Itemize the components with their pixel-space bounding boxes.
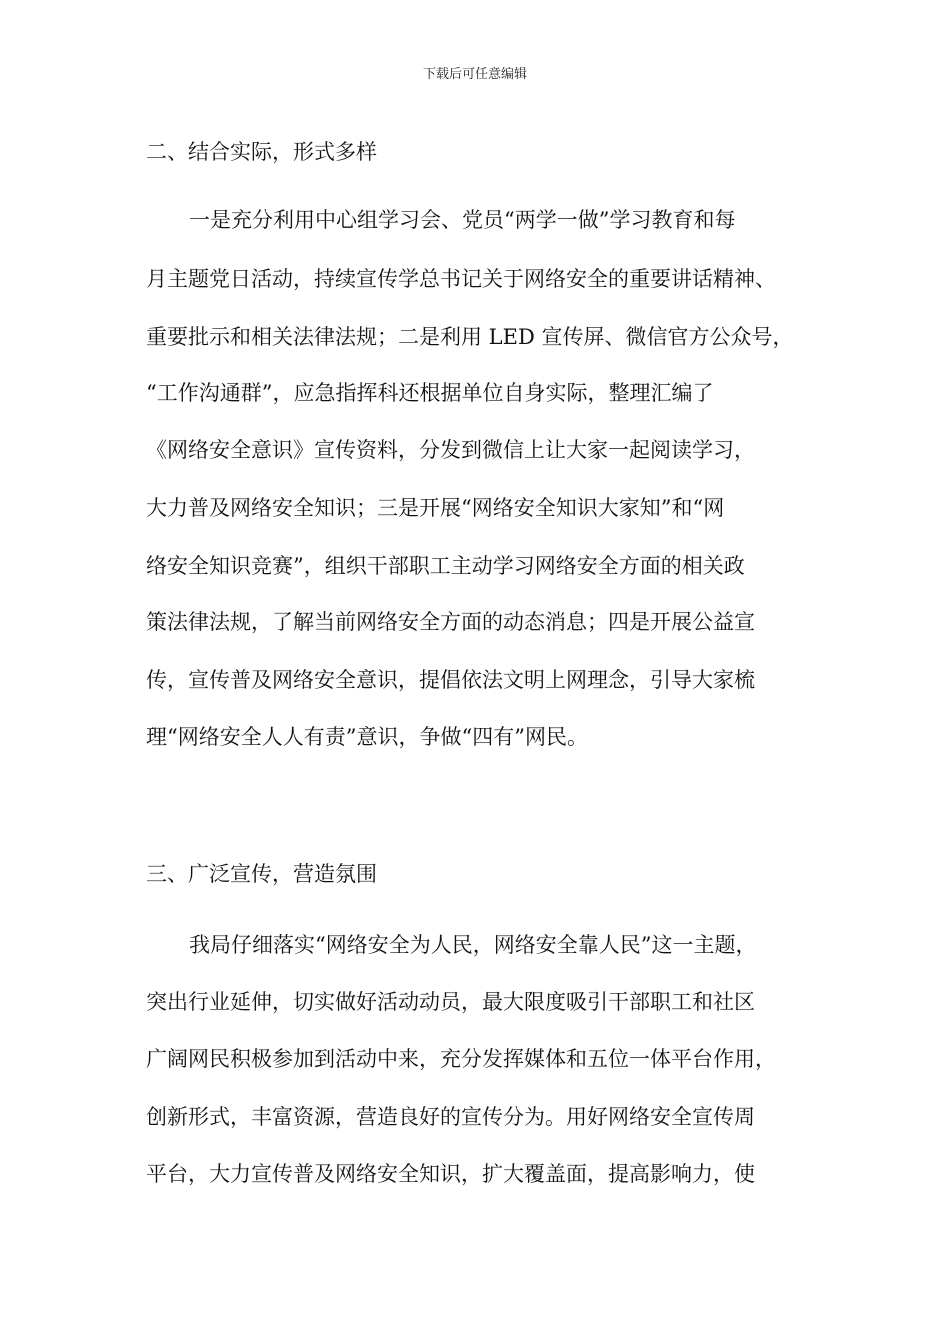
paragraph-line <box>0 986 950 1018</box>
heading-text: 二、结合实际，形式多样 <box>146 140 377 164</box>
paragraph-line <box>0 263 950 295</box>
line-text: 创新形式，丰富资源，营造良好的宣传分为。用好网络安全宣传周 <box>146 1105 755 1129</box>
paragraph-line <box>0 721 950 753</box>
paragraph-line <box>0 1101 950 1133</box>
paragraph-line <box>0 1043 950 1075</box>
section-heading-2 <box>0 136 950 168</box>
line-text: 大力普及网络安全知识；三是开展“网络安全知识大家知”和“网 <box>146 496 725 520</box>
line-text: 重要批示和相关法律法规；二是利用 LED 宣传屏、微信官方公众号， <box>146 325 794 349</box>
paragraph-line <box>0 1158 950 1190</box>
page-header: 下载后可任意编辑 <box>422 67 527 82</box>
line-text: 突出行业延伸，切实做好活动动员，最大限度吸引干部职工和社区 <box>146 990 755 1014</box>
paragraph-line <box>0 377 950 409</box>
paragraph-line <box>0 434 950 466</box>
paragraph-line <box>0 606 950 638</box>
line-text: 《网络安全意识》宣传资料，分发到微信上让大家一起阅读学习， <box>146 438 755 462</box>
line-text: 我局仔细落实“网络安全为人民，网络安全靠人民”这一主题， <box>189 933 757 957</box>
paragraph-line <box>0 550 950 582</box>
paragraph-line <box>0 492 950 524</box>
paragraph-line <box>0 929 950 961</box>
line-text: 平台，大力宣传普及网络安全知识，扩大覆盖面，提高影响力，使 <box>146 1162 755 1186</box>
heading-text: 三、广泛宣传，营造氛围 <box>146 862 377 886</box>
line-text: 络安全知识竞赛”，组织干部职工主动学习网络安全方面的相关政 <box>146 554 745 578</box>
paragraph-line <box>0 321 950 353</box>
line-text: 一是充分利用中心组学习会、党员“两学一做”学习教育和每 <box>189 208 736 232</box>
line-text: 月主题党日活动，持续宣传学总书记关于网络安全的重要讲话精神、 <box>146 267 776 291</box>
paragraph-line <box>0 204 950 236</box>
line-text: 策法律法规，了解当前网络安全方面的动态消息；四是开展公益宣 <box>146 610 755 634</box>
line-text: 广阔网民积极参加到活动中来，充分发挥媒体和五位一体平台作用， <box>146 1047 776 1071</box>
paragraph-line <box>0 664 950 696</box>
line-text: 传，宣传普及网络安全意识，提倡依法文明上网理念，引导大家梳 <box>146 668 755 692</box>
line-text: “工作沟通群”，应急指挥科还根据单位自身实际，整理汇编了 <box>146 381 714 405</box>
line-text: 理“网络安全人人有责”意识，争做“四有”网民。 <box>146 725 588 749</box>
section-heading-3 <box>0 858 950 890</box>
